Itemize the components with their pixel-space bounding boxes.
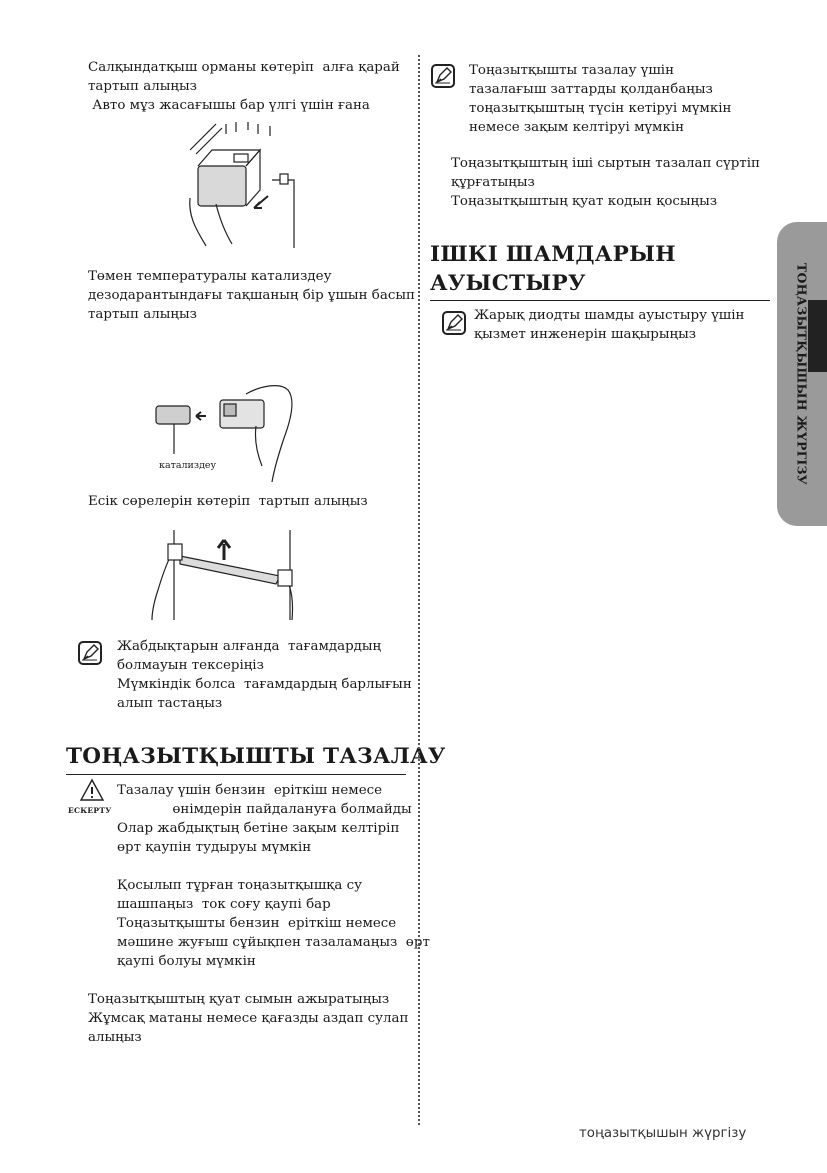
lamp-heading-line2: АУЫСТЫРУ xyxy=(430,271,586,296)
caution-line: Олар жабдықтың бетіне зақым келтіріп xyxy=(117,821,400,836)
intro-line: тартып алыңыз xyxy=(88,79,197,94)
caution-line: өрт қаупін тудыруы мүмкін xyxy=(117,840,312,855)
heading-rule xyxy=(430,300,770,301)
note-line: тазалағыш заттарды қолданбаңыз xyxy=(469,82,713,97)
column-divider xyxy=(418,55,420,1125)
door-shelf-illustration xyxy=(150,530,310,620)
heading-rule xyxy=(66,774,406,775)
pencil-note-icon xyxy=(442,311,466,335)
note-line: немесе зақым келтіруі мүмкін xyxy=(469,120,685,135)
caution-line: қаупі болуы мүмкін xyxy=(117,954,256,969)
wipe-line: Тоңазытқыштың қуат кодын қосыңыз xyxy=(451,194,718,209)
step-line: Тоңазытқыштың қуат сымын ажыратыңыз xyxy=(88,992,390,1007)
caution-line: өнімдерін пайдалануға болмайды xyxy=(117,802,412,817)
note-line: Мүмкіндік болса тағамдардың барлығын xyxy=(117,677,412,692)
wipe-line: Тоңазытқыштың іші сыртын тазалап сүртіп xyxy=(451,156,760,171)
side-tab-label-box xyxy=(777,222,827,526)
catalyst-line: тартып алыңыз xyxy=(88,307,197,322)
pencil-note-icon xyxy=(431,64,455,88)
lamp-heading-line1: ІШКІ ШАМДАРЫН xyxy=(430,242,676,267)
warning-triangle-icon xyxy=(79,778,105,802)
step-line: алыңыз xyxy=(88,1030,142,1045)
step-line: Жұмсақ матаны немесе қағазды аздап сулап xyxy=(88,1011,409,1026)
note-line: Жарық диодты шамды ауыстыру үшін xyxy=(474,308,745,323)
note-line: тоңазытқыштың түсін кетіруі мүмкін xyxy=(469,101,732,116)
catalyst-caption: катализдеу xyxy=(159,460,217,471)
note-line: болмауын тексеріңіз xyxy=(117,658,264,673)
caution-line: мәшине жуғыш сұйықпен тазаламаңыз өрт xyxy=(117,935,430,950)
catalyst-line: Төмен температуралы катализдеу xyxy=(88,269,332,284)
side-tab-label: ТОҢАЗЫТҚЫШЫН ЖҮРГІЗУ xyxy=(794,262,810,486)
pencil-note-icon xyxy=(78,641,102,665)
note-line: Жабдықтарын алғанда тағамдардың xyxy=(117,639,382,654)
ice-bin-illustration xyxy=(186,120,298,248)
caution-line: Қосылып тұрған тоңазытқышқа су xyxy=(117,878,363,893)
catalyst-line: дезодарантындағы тақшаның бір ұшын басып xyxy=(88,288,415,303)
cleaning-heading: ТОҢАЗЫТҚЫШТЫ ТАЗАЛАУ xyxy=(66,744,446,769)
intro-line: Салқындатқыш орманы көтеріп алға қарай xyxy=(88,60,400,75)
caution-line: шашпаңыз ток соғу қаупі бар xyxy=(117,897,331,912)
note-line: алып тастаңыз xyxy=(117,696,223,711)
note-line: қызмет инженерін шақырыңыз xyxy=(474,327,697,342)
shelf-text: Есік сөрелерін көтеріп тартып алыңыз xyxy=(88,494,368,509)
caution-line: Тазалау үшін бензин еріткіш немесе xyxy=(117,783,383,798)
caution-label: ЕСКЕРТУ xyxy=(68,806,112,815)
note-line: Тоңазытқышты тазалау үшін xyxy=(469,63,674,78)
intro-line: Авто мұз жасағышы бар үлгі үшін ғана xyxy=(88,98,370,113)
page-footer: тоңазытқышын жүргізу xyxy=(579,1126,747,1141)
caution-line: Тоңазытқышты бензин еріткіш немесе xyxy=(117,916,397,931)
wipe-line: құрғатыңыз xyxy=(451,175,535,190)
